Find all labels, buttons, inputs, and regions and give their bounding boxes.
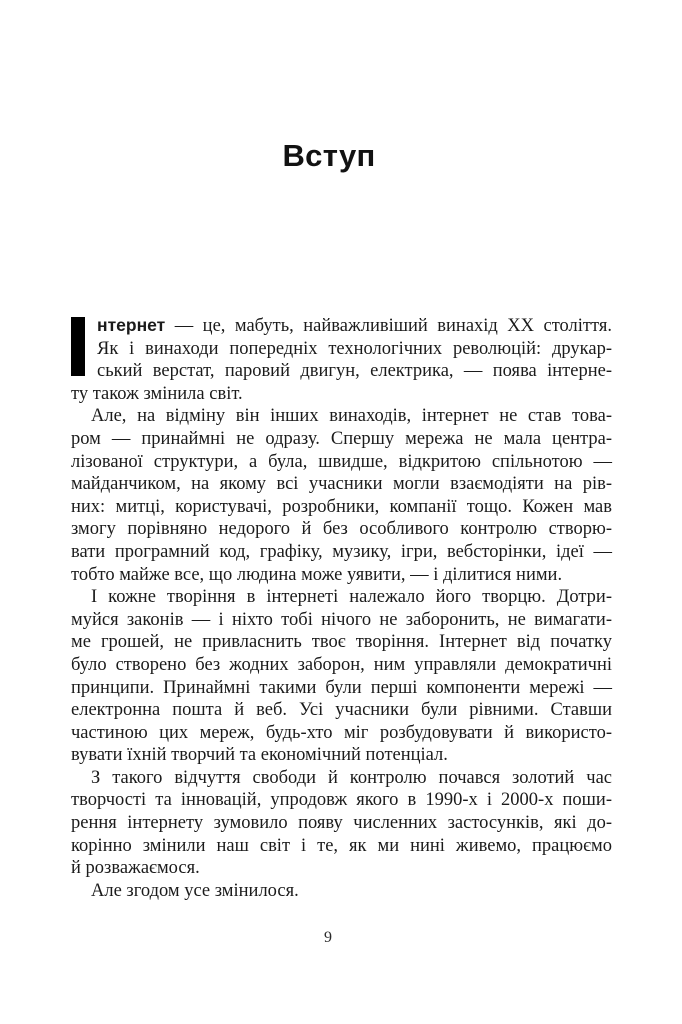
text-line: майданчиком, на якому всі учасники могли взаємодіяти на рів- xyxy=(71,474,612,495)
text-line: принципи. Принаймні такими були перші компоненти мережі — xyxy=(71,677,612,698)
text-line: корінно змінили наш світ і те, як ми нині живемо, працюємо xyxy=(71,835,612,856)
page-number: 9 xyxy=(324,929,332,946)
lead-word-bold: нтернет xyxy=(97,315,166,335)
text-line: Але згодом усе змінилося. xyxy=(91,880,299,901)
text-line: рення інтернету зумовило появу численних застосунків, які до- xyxy=(71,813,612,834)
text-line: нтернет — це, мабуть, найважливіший винахід XX століття. xyxy=(97,315,612,336)
text-line: й розважаємося. xyxy=(71,858,200,879)
text-line: ром — принаймні не одразу. Спершу мережа не мала центра- xyxy=(71,428,612,449)
drop-cap-letter xyxy=(71,317,85,376)
text-line: муйся законів — і ніхто тобі нічого не заборонить, не вимагати- xyxy=(71,609,612,630)
text-line: вати програмний код, графіку, музику, ігри, вебсторінки, ідеї — xyxy=(71,541,612,562)
text-line: лізованої структури, а була, швидше, відкритою спільнотою — xyxy=(71,451,612,472)
text-line: змогу порівняно недорого й без особливого контролю створю- xyxy=(71,519,612,540)
text-line: Але, на відміну він інших винаходів, інтернет не став това- xyxy=(91,406,612,427)
text-line: І кожне творіння в інтернеті належало його творцю. Дотри- xyxy=(91,587,612,608)
paragraph xyxy=(71,880,612,903)
text-line: тобто майже все, що людина може уявити, — і ділитися ними. xyxy=(71,564,563,585)
text-line: вувати їхній творчий та економічний потенціал. xyxy=(71,745,448,766)
text-line: Як і винаходи попередніх технологічних революцій: друкар- xyxy=(97,338,612,359)
body-text xyxy=(71,314,612,902)
text-line: частиною цих мереж, будь-хто міг розбудовувати й використо- xyxy=(71,722,612,743)
text-line: ський верстат, паровий двигун, електрика, — поява інтерне- xyxy=(97,361,612,382)
text-line: електронна пошта й веб. Усі учасники були рівними. Ставши xyxy=(71,700,612,721)
text-line: ме грошей, не привласнить твоє творіння. Інтернет від початку xyxy=(71,632,612,653)
text-line: творчості та інновацій, упродовж якого в 1990-х і 2000-х поши- xyxy=(71,790,612,811)
paragraph xyxy=(71,586,612,767)
text-line: них: митці, користувачі, розробники, компанії тощо. Кожен мав xyxy=(71,496,612,517)
text-line: було створено без жодних заборон, ним управляли демократичні xyxy=(71,654,612,675)
text-line: З такого відчуття свободи й контролю почався золотий час xyxy=(91,767,612,788)
text-line: ту також змінила світ. xyxy=(71,383,243,404)
paragraph xyxy=(71,314,612,405)
page-title: Вступ xyxy=(282,138,376,173)
paragraph xyxy=(71,405,612,586)
paragraph xyxy=(71,767,612,880)
